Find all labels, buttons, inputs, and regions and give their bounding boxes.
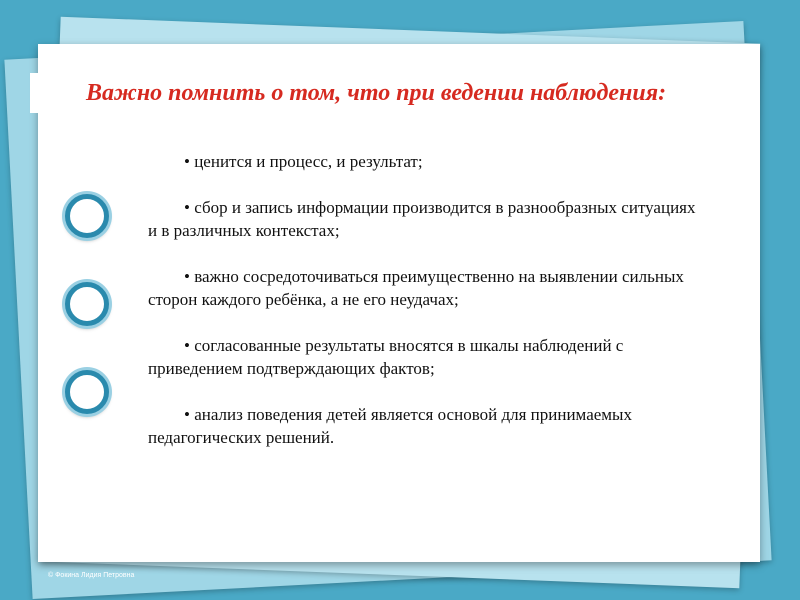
list-item: • ценится и процесс, и результат;	[184, 152, 423, 171]
ring-icon	[65, 282, 109, 326]
footer-credit: © Фокина Лидия Петровна	[48, 572, 135, 579]
ring-icon	[65, 194, 109, 238]
list-item: • сбор и запись информации производится в разнообразных ситуациях и в различных контекстах;	[148, 198, 696, 240]
ring-icon	[65, 370, 109, 414]
list-item: • важно сосредоточиваться преимущественно на выявлении сильных сторон каждого ребёнка, а не его неудачах;	[148, 267, 684, 309]
list-item: • анализ поведения детей является основой для принимаемых педагогических решений.	[148, 405, 632, 447]
title-tab	[30, 73, 40, 113]
list-item: • согласованные результаты вносятся в шкалы наблюдений с приведением подтверждающих фактов;	[148, 336, 624, 378]
slide-title: Важно помнить о том, что при ведении наблюдения:	[86, 80, 667, 106]
bullet-list	[148, 150, 708, 472]
